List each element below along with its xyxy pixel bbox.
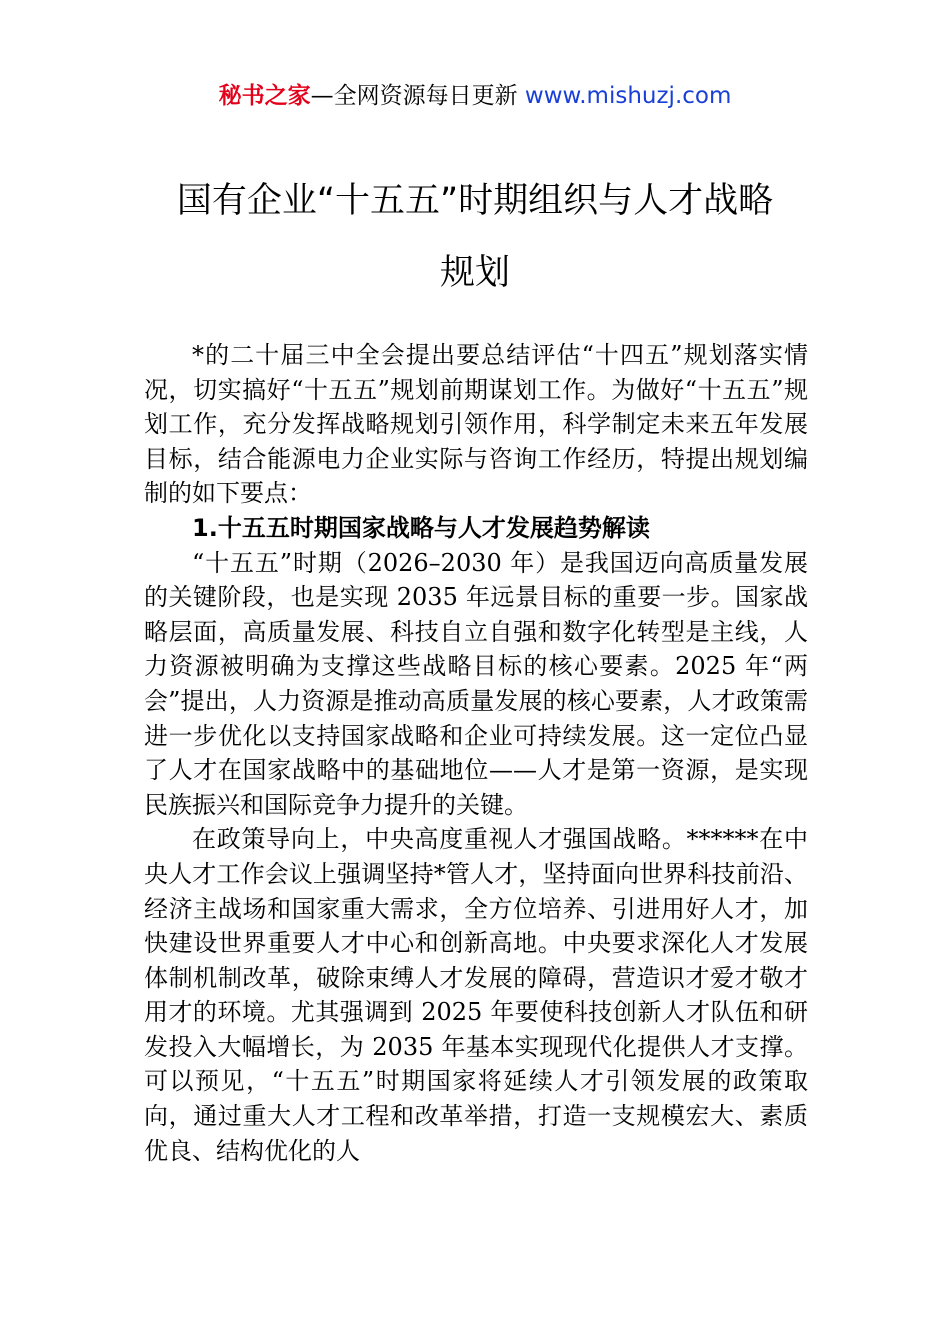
document-body (144, 338, 808, 1168)
paragraph-trend: “十五五”时期（2026–2030 年）是我国迈向高质量发展的关键阶段，也是实现 2035 年远景目标的重要一步。国家战略层面，高质量发展、科技自立自强和数字化转型是主线，人力资源被明确为支撑这些战略目标的核心要素。2025 年“两会”提出，人力资源是推动高质量发展的核心要素，人才政策需进一步优化以支持国家战略和企业可持续发展。这一定位凸显了人才在国家战略中的基础地位——人才是第一资源，是实现民族振兴和国际竞争力提升的关键。 (144, 548, 808, 819)
document-title-line1: 国有企业“十五五”时期组织与人才战略 (176, 181, 774, 221)
paragraph-policy: 在政策导向上，中央高度重视人才强国战略。******在中央人才工作会议上强调坚持*管人才，坚持面向世界科技前沿、经济主战场和国家重大需求，全方位培养、引进用好人才，加快建设世界重要人才中心和创新高地。中央要求深化人才发展体制机制改革，破除束缚人才发展的障碍，营造识才爱才敬才用才的环境。尤其强调到 2025 年要使科技创新人才队伍和研发投入大幅增长，为 2035 年基本实现现代化提供人才支撑。可以预见，“十五五”时期国家将延续人才引领发展的政策取向，通过重大人才工程和改革举措，打造一支规模宏大、素质优良、结构优化的人 (144, 825, 808, 1165)
header-tagline: —全网资源每日更新 (310, 83, 525, 109)
site-url-link[interactable]: www.mishuzj.com (524, 83, 732, 109)
brand-name: 秘书之家 (218, 83, 311, 109)
section-heading-1: 1.十五五时期国家战略与人才发展趋势解读 (192, 513, 650, 542)
paragraph-intro: *的二十届三中全会提出要总结评估“十四五”规划落实情况，切实搞好“十五五”规划前期谋划工作。为做好“十五五”规划工作，充分发挥战略规划引领作用，科学制定未来五年发展目标，结合能源电力企业实际与咨询工作经历，特提出规划编制的如下要点： (144, 341, 808, 508)
document-title-line2: 规划 (439, 253, 510, 293)
site-header (0, 80, 950, 112)
